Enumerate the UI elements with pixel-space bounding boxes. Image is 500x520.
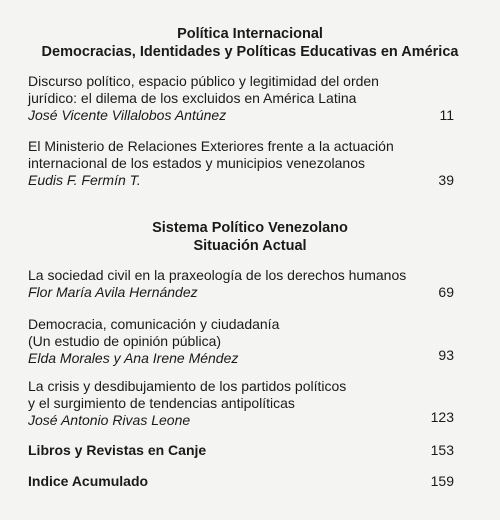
- section-heading-1: [0, 25, 500, 61]
- toc-entry: [28, 267, 458, 301]
- entry-title-line: (Un estudio de opinión pública): [28, 333, 222, 349]
- entry-page-number: 123: [430, 409, 454, 425]
- toc-entry: [28, 378, 458, 429]
- entry-author: Elda Morales y Ana Irene Méndez: [28, 350, 239, 366]
- entry-title-line: internacional de los estados y municipios venezolanos: [28, 155, 365, 171]
- entry-title-line: La sociedad civil en la praxeología de los derechos humanos: [28, 267, 407, 283]
- section-heading-line: Política Internacional: [177, 26, 323, 42]
- entry-page-number: 39: [438, 172, 454, 188]
- entry-author: José Vicente Villalobos Antúnez: [28, 107, 227, 123]
- entry-title-line: Discurso político, espacio público y legitimidad del orden: [28, 73, 379, 89]
- entry-page-number: 69: [438, 284, 454, 300]
- section-heading-line: Democracias, Identidades y Políticas Educativas en América: [41, 44, 459, 60]
- entry-title-line: La crisis y desdibujamiento de los partidos políticos: [28, 378, 347, 394]
- entry-page-number: 11: [439, 107, 454, 123]
- extra-entry-label: Indice Acumulado: [28, 473, 149, 489]
- extra-entry-label: Libros y Revistas en Canje: [28, 442, 207, 458]
- toc-entry: [28, 138, 458, 189]
- entry-title-line: y el surgimiento de tendencias antipolíticas: [28, 395, 295, 411]
- entry-title-line: Democracia, comunicación y ciudadanía: [28, 316, 280, 332]
- entry-author: José Antonio Rivas Leone: [28, 412, 191, 428]
- entry-page-number: 93: [438, 347, 454, 363]
- section-heading-line: Sistema Político Venezolano: [152, 220, 348, 236]
- entry-author: Flor María Avila Hernández: [28, 284, 198, 300]
- toc-entry: [28, 316, 458, 367]
- extra-entry-page-number: 153: [430, 442, 454, 458]
- section-heading-2: [0, 219, 500, 255]
- entry-title-line: El Ministerio de Relaciones Exteriores frente a la actuación: [28, 138, 394, 154]
- extra-entry-page-number: 159: [430, 473, 454, 489]
- entry-author: Eudis F. Fermín T.: [28, 172, 141, 188]
- entry-title-line: jurídico: el dilema de los excluidos en América Latina: [28, 90, 357, 106]
- toc-entry: [28, 73, 458, 124]
- section-heading-line: Situación Actual: [193, 238, 307, 254]
